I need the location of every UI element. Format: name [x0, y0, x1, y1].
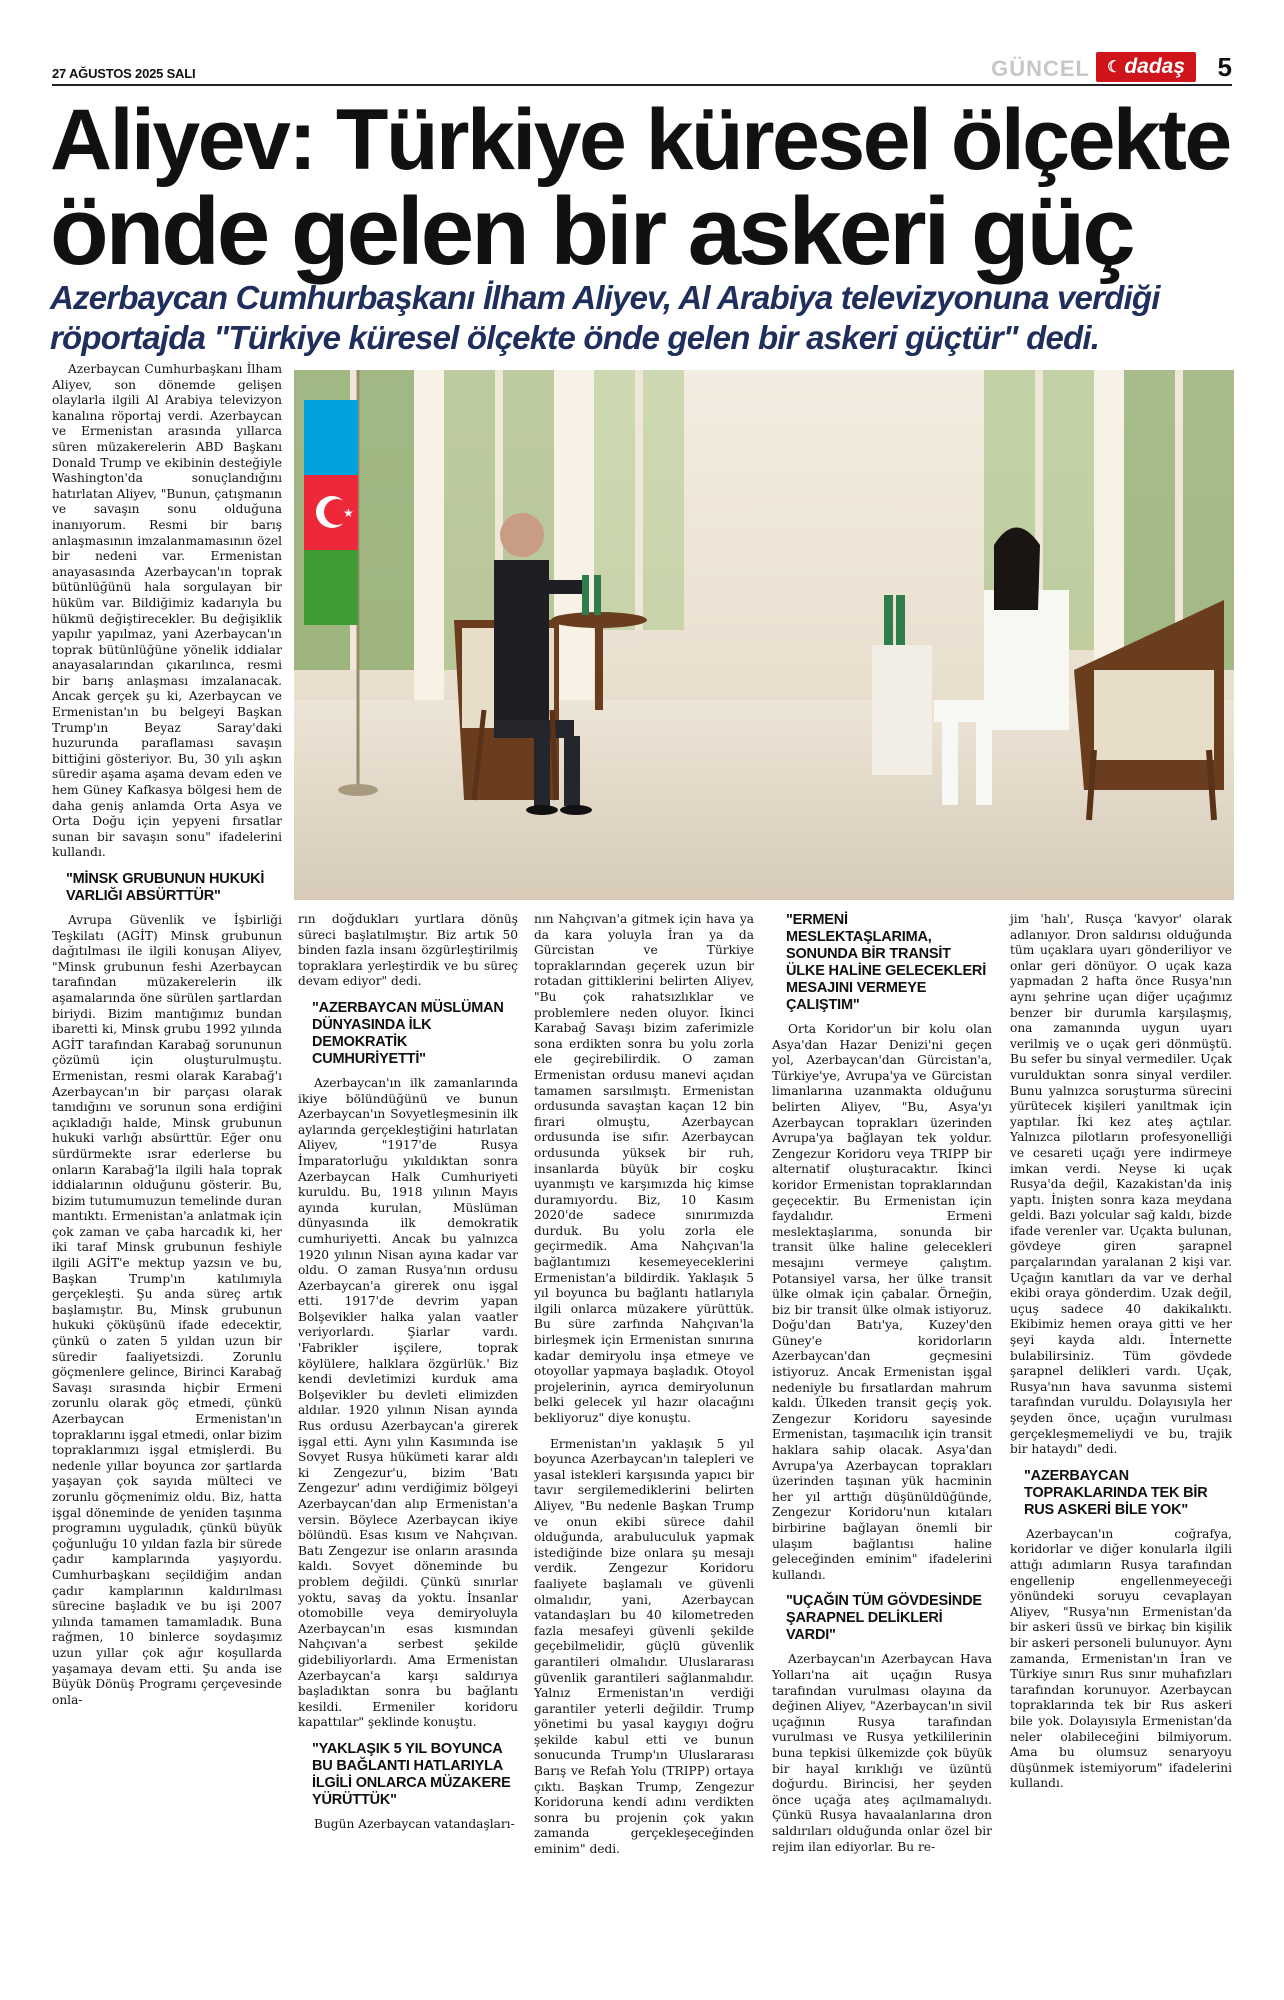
paragraph: jim 'halı', Rusça 'kavyor' olarak adlanıyor. Dron saldırısı olduğunda tüm uçaklara uyarı gönderiliyor ve onlar geri dönüyor. O uçak kaza yapmadan 2 hafta önce Rusya'nın aynı şehrine uçan diğer uçağımız benzer bir durumla karşılaşmış, ona zamanında uygun uyarı verilmiş ve o uçak geri dönmüştü. Bu sefer bu sinyal vermediler. Uçak vurulduktan sonra sinyal verdiler. Bunu yalnızca soruşturma sürecini yürütecek kişileri yanıltmak için yaptılar. İki kez ateş açtılar. Yalnızca pilotların profesyonelliği ve cesareti uçağı yere indirmeye imkan verdi. Neyse ki uçak Rusya'da değil, Kazakistan'da iniş yaptı. İnişten sonra kaza meydana geldi. Bazı yolcular sağ kaldı, bizde ifade verenler var. Uçakta bulunan, gövdeye giren şarapnel parçalarından yaralanan 2 kişi var. Uçağın kanıtları da var ve derhal ekibi oraya gönderdim. Uzak değil, uçuş sadece 40 dakikalıktı. Ekibimiz hemen oraya gitti ve her şeyi kayda aldı. İnternette bulabilirsiniz. Tüm gövdede şarapnel delikleri vardı. Uçak, Rusya'nın hava savunma sistemi tarafından vuruldu. Dolayısıyla her şeyden önce, uçağın vurulması gerçekleşmemeliydi ve bu, trajik bir hataydı" dedi. — [1010, 912, 1232, 1457]
paragraph: Azerbaycan Cumhurbaşkanı İlham Aliyev, son dönemde gelişen olaylarla ilgili Al Arabiya televizyon kanalına röportaj verdi. Azerbaycan ve Ermenistan arasında yıllarca süren müzakerelerin ABD Başkanı Donald Trump ve ekibinin desteğiyle Washington'da sonuçlandığını hatırlatan Aliyev, "Bunun, çatışmanın ve savaşın sonu olduğuna inanıyorum. Resmi bir barış anlaşmasının imzalanmamasının özel bir nedeni var. Ermenistan anayasasında Azerbaycan'ın toprak bütünlüğünü hala sorgulayan bir hüküm var. Bildiğimiz kadarıyla bu hükmü değiştirecekler. Bu değişiklik yapılır yapılmaz, yani Azerbaycan'ın toprak bütünlüğüne yönelik iddialar anayasalarından çıkarılınca, resmi bir barış anlaşması imzalanacak. Ancak gerçek şu ki, Azerbaycan ve Ermenistan'ın bu belgeyi Başkan Trump'ın Beyaz Saray'daki huzurunda paraflaması savaşın bittiğini gösteriyor. Bu, 30 yılı aşkın süredir aşama aşama devam eden ve hem Güney Kafkasya bölgesi hem de daha geniş anlamda Orta Asya ve Orta Doğu için yepyeni fırsatlar sunan bir savaşın sonu" ifadelerini kullandı. — [52, 362, 282, 860]
paragraph: rın doğdukları yurtlara dönüş süreci başlatılmıştır. Biz artık 50 binden fazla insanı özgürleştirilmiş topraklara yerleştirdik ve bu süreç devam ediyor" dedi. — [298, 912, 518, 989]
article-headline — [50, 92, 1240, 285]
logo-text: dadaş — [1124, 55, 1186, 78]
interview-photo — [294, 370, 1234, 900]
article-deck: Azerbaycan Cumhurbaşkanı İlham Aliyev, Al Arabiya televizyonuna verdiği röportajda "Türkiye küresel ölçekte önde gelen bir askeri güçtür" dedi. — [50, 279, 1160, 356]
article-column-3 — [534, 912, 754, 1858]
newspaper-logo — [1096, 52, 1196, 82]
section-label: GÜNCEL — [991, 56, 1090, 81]
subheading: "AZERBAYCAN MÜSLÜMAN DÜNYASINDA İLK DEMOKRATİK CUMHURİYETTİ" — [312, 999, 504, 1067]
subheading: "ERMENİ MESLEKTAŞLARIMA, SONUNDA BİR TRANSİT ÜLKE HALİNE GELECEKLERİ MESAJINI VERMEYE ÇALIŞTIM" — [786, 912, 987, 1013]
headline-line-2: önde gelen bir askeri güç — [50, 178, 1133, 285]
paragraph: Orta Koridor'un bir kolu olan Asya'dan Hazar Denizi'ni geçen yol, Azerbaycan'dan Gürcistan'a, Türkiye'ye, Avrupa'ya ve Gürcistan limanlarına uzanmakta olduğunu belirten Aliyev, "Bu, Asya'yı Azerbaycan toprakları üzerinden Avrupa'ya bağlayan tek yoldur. Zengezur Koridoru veya TRIPP bir alternatif oluşturacaktır. İkinci koridor Ermenistan topraklarından geçecektir. Bu Ermenistan için faydalıdır. Ermeni meslektaşlarıma, sonunda bir transit ülke haline gelecekleri mesajını vermeye çalıştım. Potansiyel varsa, her ülke transit ülke olmak için çabalar. Örneğin, biz bir transit ülke olmak istiyoruz. Doğu'dan Batı'ya, Kuzey'den Güney'e koridorların Azerbaycan'dan geçmesini istiyoruz. Ancak Ermenistan işgal nedeniyle bu fırsatlardan mahrum kaldı. Ülkeden transit geçiş yok. Zengezur Koridoru sayesinde Ermenistan, taşımacılık için transit haklara sahip olacak. Asya'dan Avrupa'ya Azerbaycan toprakları üzerinden taşınan yük hacminin her yıl arttığı düşünüldüğünde, Zengezur Koridoru'nun kıtaları birbirine bağlayan önemli bir ulaşım bağlantısı haline geleceğinden eminim" ifadelerini kullandı. — [772, 1022, 992, 1582]
page-number: 5 — [1217, 52, 1232, 82]
paragraph: Ermenistan'ın yaklaşık 5 yıl boyunca Azerbaycan'ın talepleri ve yasal istekleri karşısında yapıcı bir tavır sergilemediklerini belirten Aliyev, "Bu nedenle Başkan Trump ve onun ekibi sürece dahil olduğunda, arabuluculuk yapmak istediğinde bize onlara şu mesajı verdik. Zengezur Koridoru faaliyete başlamalı ve güvenli olmalıdır, yani, Azerbaycan vatandaşları bu 40 kilometreden fazla mesafeyi güvenli şekilde geçebilmelidir, güçlü güvenlik garantileri olmalıdır. Uluslararası güvenlik garantileri sağlanmalıdır. Yalnız Ermenistan'ın verdiği garantiler yeterli değildir. Trump yönetimi bu yasal kaygıyı doğru şekilde kabul etti ve bunun sonucunda Trump'ın Uluslararası Barış ve Refah Yolu (TRIPP) ortaya çıktı. Başkan Trump, Zengezur Koridoruna kendi adını verdikten sonra bu projenin çok yakın zamanda gerçekleşeceğinden eminim" dedi. — [534, 1436, 754, 1857]
crescent-star-icon: ☾ — [1106, 59, 1122, 76]
paragraph: nın Nahçıvan'a gitmek için hava ya da kara yoluyla İran ya da Gürcistan ve Türkiye topraklarından geçerek uzun bir rotadan gittiklerini belirten Aliyev, "Bu çok rahatsızlıklar ve problemlere neden oluyor. İkinci Karabağ Savaşı bizim zaferimizle sona erdikten sonra bu yolu zorla ele geçirebilirdik. O zaman Ermenistan ordusu manevi açıdan tamamen sarsılmıştı. Ermenistan ordusunda savaştan kaçan 12 bin firari olmuştu, Azerbaycan ordusunda ise sıfır. Azerbaycan ordusunda yüksek bir ruh, insanlarda büyük bir coşku uyanmıştı ve karşımızda hiç kimse duramıyordu. Biz, 10 Kasım 2020'de sadece sınırımızda durduk. Bu yolu zorla ele geçirmedik. Ama Nahçıvan'la bağlantımızı kesemeyeceklerini Ermenistan'a bildirdik. Yaklaşık 5 yıl boyunca bu bağlantı hatlarıyla ilgili onlarca müzakere yürüttük. Bu süre zarfında Nahçıvan'la birleşmek için Ermenistan sınırına kadar demiryolu inşa etmeye ve otoyollar yapmaya başladık. Otoyol projelerinin, ayrıca demiryolunun belki gelecek yıl hazır olacağını bekliyoruz" diye konuştu. — [534, 912, 754, 1425]
subheading: "YAKLAŞIK 5 YIL BOYUNCA BU BAĞLANTI HATLARIYLA İLGİLİ ONLARCA MÜZAKERE YÜRÜTTÜK" — [312, 1740, 511, 1808]
svg-text:★: ★ — [343, 506, 354, 520]
article-column-1 — [52, 362, 282, 2000]
page-header — [52, 52, 1232, 86]
subheading: "UÇAĞIN TÜM GÖVDESİNDE ŞARAPNEL DELİKLERİ VARDI" — [786, 1593, 982, 1644]
paragraph: Azerbaycan'ın Azerbaycan Hava Yolları'na ait uçağın Rusya tarafından vurulması olayına da değinen Aliyev, "Azerbaycan'ın sivil uçağının Rusya tarafından vurulması ve Rusya yetkililerinin buna tepkisi ülkemizde çok büyük bir hayal kırıklığı ve üzüntü doğurdu. Birincisi, her şeyden önce uçağa ateş açılmamalıydı. Çünkü Rusya havaalanlarına dron saldırıları olduğunda onlar özel bir rejim ilan ediyorlar. Bu re- — [772, 1652, 992, 1854]
article-column-2 — [298, 912, 518, 1833]
paragraph: Avrupa Güvenlik ve İşbirliği Teşkilatı (AGİT) Minsk grubunun dağıtılması ile ilgili konuşan Aliyev, "Minsk grubunun feshi Azerbaycan tarafından müzakerelerin ilk aşamalarında öne sürülen şartlardan biriydi. Bizim mantığımız bundan ibaretti ki, Minsk grubu 1992 yılında AGİT tarafından Karabağ sorununun çözümü için oluşturulmuştu. Ermenistan, resmi olarak Karabağ'ı Azerbaycan'ın bir parçası olarak tanıdığını ve sorunun sona erdiğini açıkladığı halde, Minsk grubunun hukuki varlığı absürttür. Eğer onu sürdürmekte ısrar ederlerse bu onların Karabağ'la ilgili hala toprak iddialarının olduğunu gösterir. Bu, bizim tutumumuzun temelinde duran mantıktı. Ermenistan'a anlatmak için çok zaman ve çaba harcadık ki, her iki taraf Minsk grubunun feshiyle ilgili AGİT'e mektup yazsın ve bu, Başkan Trump'ın katılımıyla gerçekleşti. Şu anda süreç artık başlamıştır. Bu, Minsk grubunun hukuki çöküşünü ifade edecektir, çünkü o zaten 5 yıldan uzun bir süredir faaliyetsizdi. Zorunlu göçmenlere gelince, Birinci Karabağ Savaşı sırasında hiçbir Ermeni zorunlu olarak göç etmedi, çünkü Azerbaycan Ermenistan'ın topraklarını işgal etmedi, onlar bizim topraklarımızı işgal etmişlerdi. Bu nedenle yıllar boyunca zor şartlarda yaşayan çok sayıda mülteci ve zorunlu göçmenimiz oldu. Biz, hatta işgal döneminde de yeniden taşınma programını uyguladık, çünkü büyük çoğunluğu 10 yıldan fazla bir sürede çadır kamplarında yaşıyordu. Cumhurbaşkanı seçildiğim andan çadır kamplarının kaldırılması sürecine başladık ve bu işi 2007 yılında tamamen tamamladık. Buna rağmen, 10 binlerce soydaşımız uzun yıllar çok ağır koşullarda yaşamaya devam etti. Şu anda ise Büyük Dönüş Programı çerçevesinde onla- — [52, 913, 282, 1707]
paragraph: Bugün Azerbaycan vatandaşları- — [314, 1816, 515, 1831]
paragraph: Azerbaycan'ın coğrafya, koridorlar ve diğer konularla ilgili attığı adımların Rusya tarafından engellenip engellenmeyeceği yönündeki soruyu cevaplayan Aliyev, "Rusya'nın Ermenistan'da bir askeri üssü ve birkaç bin kişilik bir askeri personeli bulunuyor. Aynı zamanda, Ermenistan'ın İran ve Türkiye sınırı Rus sınır muhafızları tarafından korunuyor. Azerbaycan topraklarında tek bir Rus askeri bile yok. Dolayısıyla Ermenistan'da neler olabileceğini bilmiyorum. Ama bu olumsuz senaryoyu düşünmek istemiyorum" ifadelerini kullandı. — [1010, 1526, 1232, 1791]
subheading: "AZERBAYCAN TOPRAKLARINDA TEK BİR RUS ASKERİ BİLE YOK" — [1024, 1467, 1208, 1518]
paragraph: Azerbaycan'ın ilk zamanlarında ikiye bölündüğünü ve bunun Azerbaycan'ın Sovyetleşmesinin ilk aylarında gerçekleştiğini hatırlatan Aliyev, "1917'de Rusya İmparatorluğu yıkıldıktan sonra Azerbaycan Halk Cumhuriyeti kuruldu. Bu, 1918 yılının Mayıs ayında kurulan, Müslüman dünyasında ilk demokratik cumhuriyetti. Ancak bu yalnızca 1920 yılının Nisan ayına kadar var oldu. O zaman Rusya'nın ordusu Azerbaycan'a girerek onu işgal etti. 1917'de devrim yapan Bolşevikler halka yalan vaatler veriyorlardı. Şiarlar vardı. 'Fabrikler işçilere, toprak köylülere, halklara özgürlük.' Biz kendi devletimizi kurduk ama Bolşevikler bu devleti elimizden aldılar. 1920 yılının Nisan ayında Rus ordusu Azerbaycan'a girerek işgal etti. Aynı yılın Kasımında ise Sovyet Rusya hükümeti karar aldı ki Zengezur'u, bizim 'Batı Zengezur' adını verdiğimiz bölgeyi Azerbaycan'dan alıp Ermenistan'a versin. Böylece Azerbaycan ikiye bölündü. Esas kısım ve Nahçıvan. Batı Zengezur ise onların arasında kaldı. Sovyet döneminde bu problem değildi. Çünkü sınırlar yoktu, savaş da yoktu. İnsanlar otomobille veya demiryoluyla Azerbaycan'ın esas kısmından Nahçıvan'a serbest şekilde gidebiliyorlardı. Ama Ermenistan Azerbaycan'a karşı saldırıya başladıktan sonra bu bağlantı kesildi. Ermeniler koridoru kapattılar" şeklinde konuştu. — [298, 1075, 518, 1730]
issue-date: 27 AĞUSTOS 2025 SALI — [52, 66, 196, 81]
article-column-5 — [1010, 912, 1232, 1792]
interview-scene — [294, 370, 1234, 900]
subheading: "MİNSK GRUBUNUN HUKUKİ VARLIĞI ABSÜRTTÜR" — [66, 871, 265, 904]
article-column-4 — [772, 912, 992, 1855]
headline-line-1: Aliyev: Türkiye küresel ölçekte — [50, 92, 1230, 188]
